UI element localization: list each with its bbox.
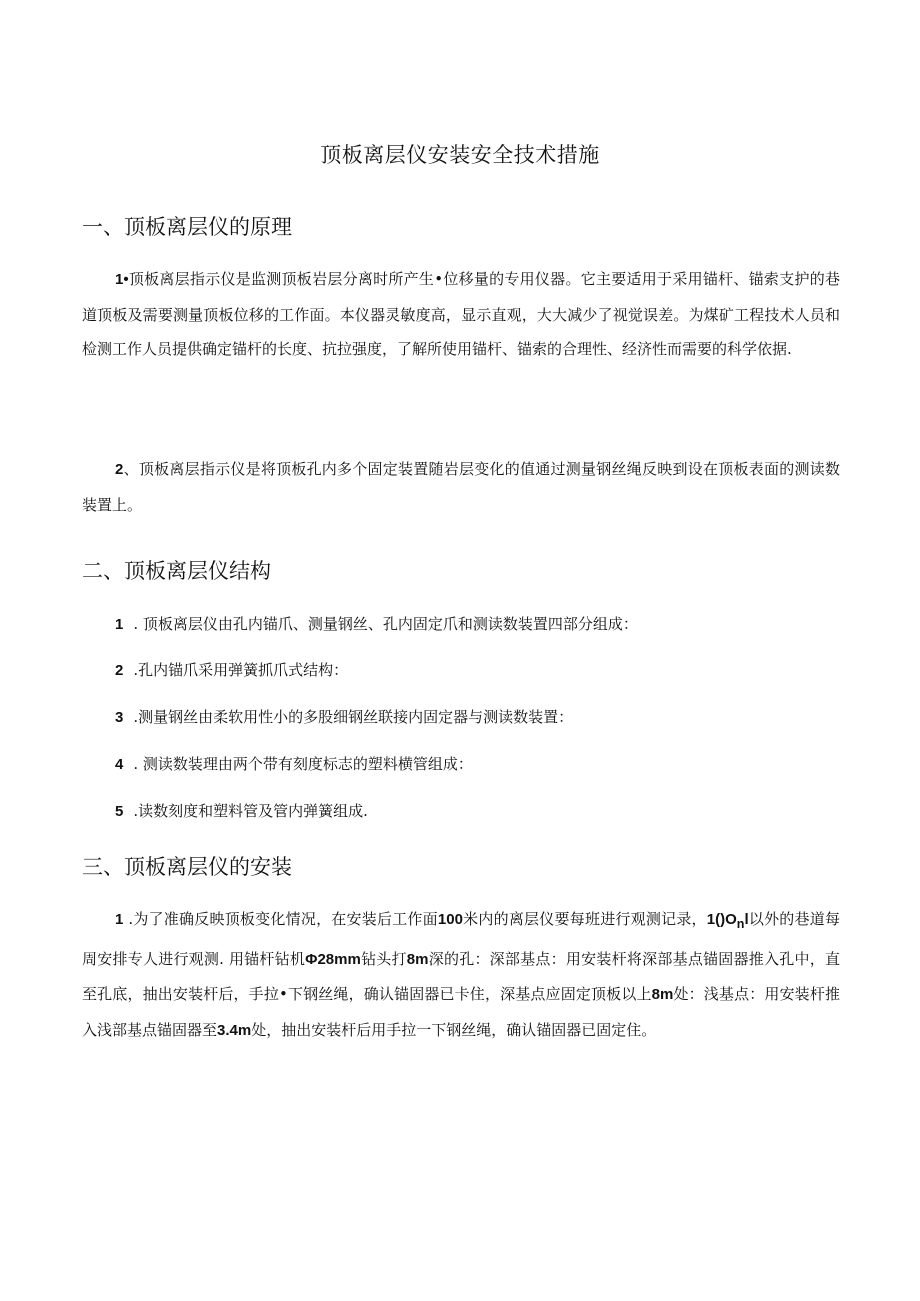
list-item	[115, 705, 840, 730]
paragraph-number: 2	[115, 461, 124, 478]
list-item-number: 3	[115, 709, 124, 726]
list-item-number: 4	[115, 756, 124, 773]
list-item-number: 5	[115, 803, 124, 820]
list-item	[115, 799, 840, 824]
list-item-text: .孔内锚爪采用弹簧抓爪式结构：	[133, 661, 349, 679]
section-heading-principle: 一、顶板离层仪的原理	[82, 215, 292, 239]
inline-value: 1()O	[706, 911, 737, 928]
list-item-text: .测量钢丝由柔软用性小的多股细钢丝联接内固定器与测读数装置：	[133, 708, 574, 726]
list-item	[115, 612, 840, 637]
list-item-text: .读数刻度和塑料管及管内弹簧组成.	[133, 802, 368, 820]
paragraph-text: 处，抽出安装杆后用手拉一下钢丝绳，确认锚固器已固定住。	[251, 1020, 657, 1039]
paragraph-installation-1	[82, 902, 840, 1048]
list-item-number: 1	[115, 616, 124, 633]
list-item-text: . 测读数装理由两个带有刻度标志的塑料横管组成：	[133, 755, 473, 773]
paragraph-principle-1	[82, 262, 840, 367]
paragraph-number: 1	[115, 911, 124, 928]
list-item-number: 2	[115, 662, 124, 679]
document-title: 顶板离层仪安装安全技术措施	[320, 143, 600, 167]
paragraph-text: .为了准确反映顶板变化情况，在安装后工作面	[123, 910, 438, 928]
inline-value: Φ28mm	[305, 950, 361, 968]
inline-value: l	[744, 911, 749, 928]
paragraph-principle-2	[82, 452, 840, 522]
list-item	[115, 658, 840, 683]
paragraph-text: 钻头打	[360, 949, 407, 968]
paragraph-text: 以外的巷道每周安排专人进行观测. 用锚杆钻机	[82, 910, 840, 968]
paragraph-text: 深的孔：深部基点：用安装杆将深部基点锚固器推入孔中，直至孔底，抽出安装杆后，手拉•下钢丝绳，确认锚固器已卡住，深基点应固定顶板以上	[82, 949, 840, 1003]
paragraph-text: 、顶板离层指示仪是将顶板孔内多个固定装置随岩层变化的值通过测量钢丝绳反映到设在顶板表面的测读数装置上。	[82, 460, 840, 514]
inline-value: 8m	[406, 950, 429, 968]
paragraph-text: 顶板离层指示仪是监测顶板岩层分离时所产生•位移量的专用仪器。它主要适用于采用锚杆、锚索支护的巷道顶板及需要测量顶板位移的工作面。本仪器灵敏度高，显示直观，大大减少了视觉误差。为煤矿工程技术人员和检测工作人员提供确定锚杆的长度、抗拉强度，了解所使用锚杆、锚索的合理性、经济性而需要的科学依据.	[82, 270, 840, 358]
list-item	[115, 752, 840, 777]
inline-subscript: n	[736, 917, 745, 931]
list-item-text: . 顶板离层仪由孔内锚爪、测量钢丝、孔内固定爪和测读数装置四部分组成：	[133, 615, 638, 633]
section-heading-installation: 三、顶板离层仪的安装	[82, 855, 292, 879]
paragraph-text: 米内的离层仪要每班进行观测记录，	[462, 910, 707, 928]
section-heading-structure: 二、顶板离层仪结构	[82, 559, 271, 583]
inline-value: 100	[437, 911, 463, 928]
inline-value: 3.4m	[217, 1021, 252, 1039]
inline-value: 8m	[651, 986, 674, 1003]
paragraph-text: 处：浅基点：用安装杆推入浅部基点锚固器至	[82, 985, 840, 1039]
paragraph-number: 1•	[115, 271, 129, 288]
